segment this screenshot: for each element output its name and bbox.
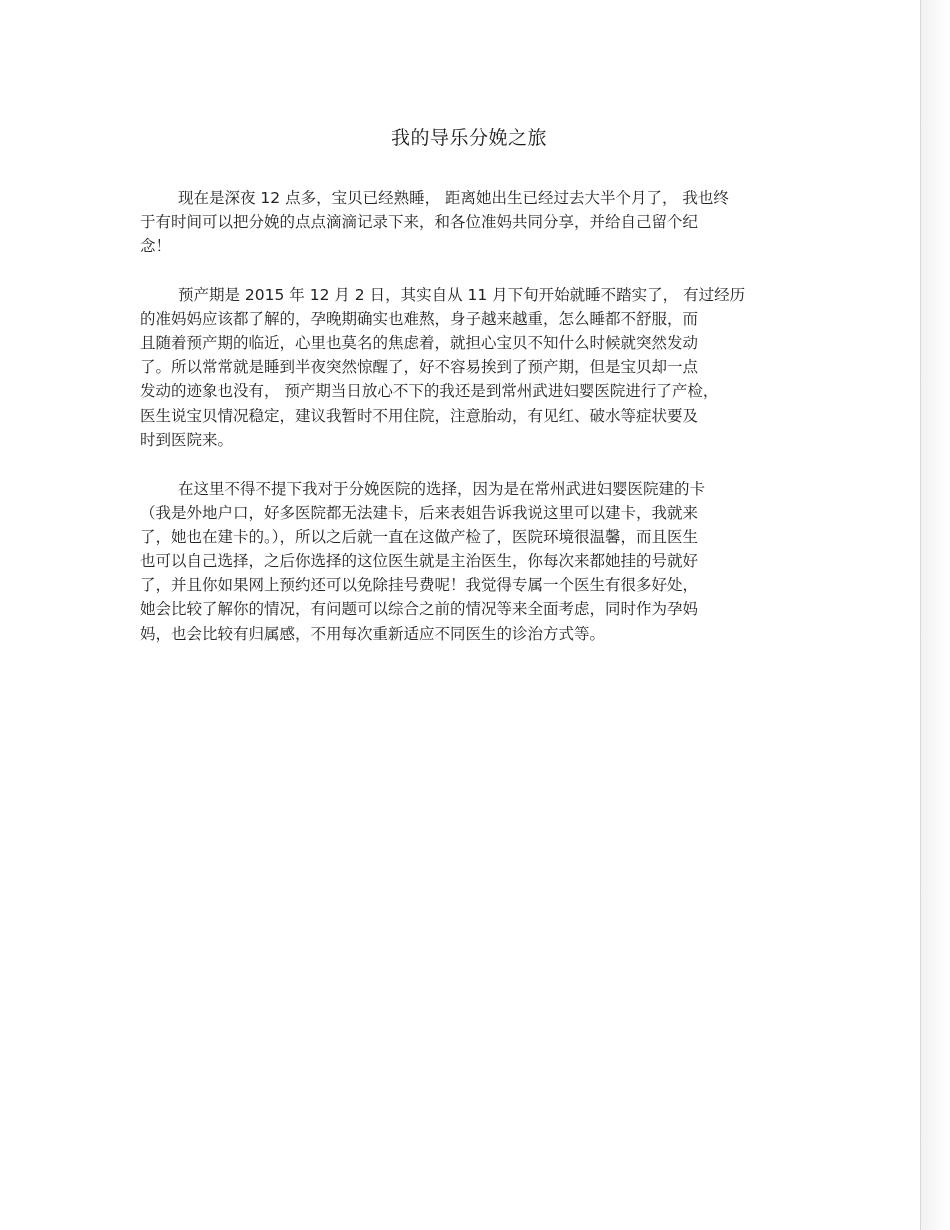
paragraph-2-line-6: 医生说宝贝情况稳定，建议我暂时不用住院，注意胎动，有见红、破水等症状要及 xyxy=(140,407,699,425)
paragraph-3-line-2: （我是外地户口，好多医院都无法建卡，后来表姐告诉我说这里可以建卡，我就来 xyxy=(140,504,699,522)
paragraph-3-line-4: 也可以自己选择，之后你选择的这位医生就是主治医生，你每次来都她挂的号就好 xyxy=(140,552,699,570)
paragraph-1-line-1: 现在是深夜 12 点多，宝贝已经熟睡， 距离她出生已经过去大半个月了， 我也终 xyxy=(178,189,729,207)
paragraph-3-line-6: 她会比较了解你的情况，有问题可以综合之前的情况等来全面考虑，同时作为孕妈 xyxy=(140,600,699,618)
page-edge-shadow xyxy=(921,0,950,1230)
paragraph-3-line-7: 妈，也会比较有归属感，不用每次重新适应不同医生的诊治方式等。 xyxy=(140,625,606,643)
paragraph-2-line-1: 预产期是 2015 年 12 月 2 日，其实自从 11 月下旬开始就睡不踏实了， 有过经历 xyxy=(178,286,746,304)
document-title: 我的导乐分娩之旅 xyxy=(390,127,547,149)
paragraph-3-line-1: 在这里不得不提下我对于分娩医院的选择，因为是在常州武进妇婴医院建的卡 xyxy=(178,480,706,498)
paragraph-2-line-7: 时到医院来。 xyxy=(140,431,234,449)
paragraph-2-line-5: 发动的迹象也没有， 预产期当日放心不下的我还是到常州武进妇婴医院进行了产检， xyxy=(140,382,719,400)
paragraph-2-line-2: 的准妈妈应该都了解的，孕晚期确实也难熬，身子越来越重，怎么睡都不舒服，而 xyxy=(140,310,699,328)
paragraph-2-line-3: 且随着预产期的临近，心里也莫名的焦虑着，就担心宝贝不知什么时候就突然发动 xyxy=(140,334,699,352)
paragraph-2-line-4: 了。所以常常就是睡到半夜突然惊醒了，好不容易挨到了预产期，但是宝贝却一点 xyxy=(140,358,699,376)
paragraph-1-line-2: 于有时间可以把分娩的点点滴滴记录下来，和各位准妈共同分享，并给自己留个纪 xyxy=(140,213,699,231)
paragraph-1-line-3: 念！ xyxy=(140,237,172,255)
paragraph-3-line-3: 了，她也在建卡的。），所以之后就一直在这做产检了，医院环境很温馨，而且医生 xyxy=(140,528,699,546)
paragraph-3-line-5: 了，并且你如果网上预约还可以免除挂号费呢！我觉得专属一个医生有很多好处， xyxy=(140,576,699,594)
